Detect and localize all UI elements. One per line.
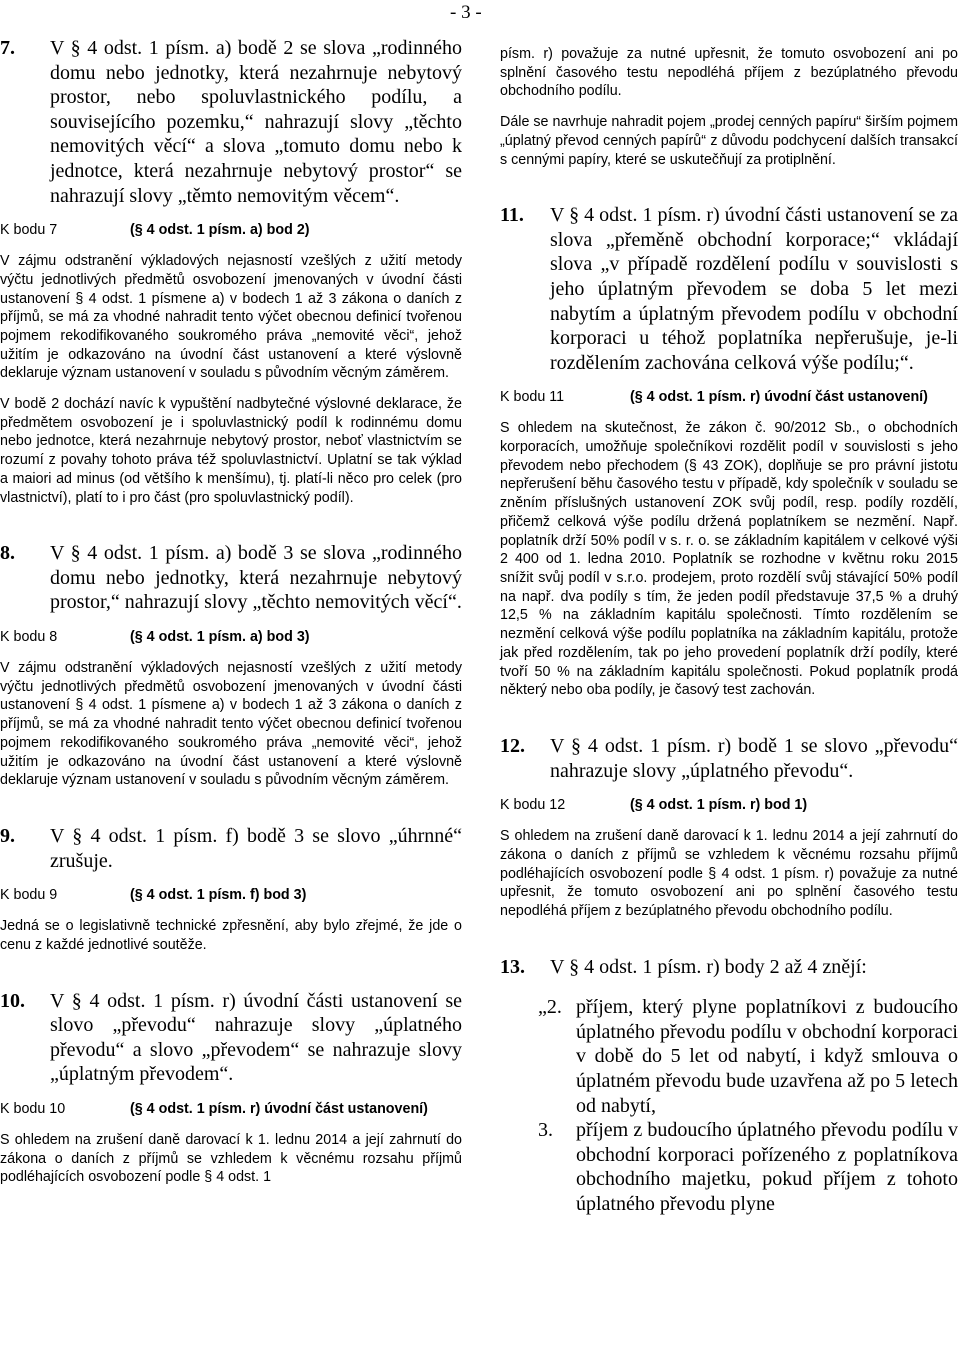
list-item-number: „2. — [538, 996, 562, 1019]
amendment-text: V § 4 odst. 1 písm. a) bodě 2 se slova „rodinného domu nebo jednotky, která nezahrnuje nebytový prostor, nebo spoluvlastnického podílu, a souvisejícího pozemku,“ nahrazují slovy „těchto nemovitých věcí“ a slova „tomuto domu nebo k jednotce, která nezahrnuje nebytový prostor“ se nahrazují slovy „těmto nemovitým věcem“. — [50, 37, 462, 207]
explanation-paragraph: V zájmu odstranění výkladových nejasností vzešlých z užití metody výčtu jednotlivých předmětů osvobození jmenovaných v úvodní části ustanovení § 4 odst. 1 písmene a) v bodech 1 až 3 zákona o daních z příjmů, se má za vhodné nahradit tento výčet obecnou definicí tvořenou pojmem rekodifikovaného soukromého práva „nemovité věci“, jehož užitím je odkazováno na úvodní část ustanovení a které výslovně deklaruje význam ustanovení v souladu s původním věcným záměrem. — [0, 253, 462, 382]
heading-label: K bodu 12 — [500, 797, 566, 814]
list-item — [500, 1118, 958, 1216]
explanation-heading-11 — [500, 388, 958, 406]
amendment-text: V § 4 odst. 1 písm. a) bodě 3 se slova „rodinného domu nebo jednotky, která nezahrnuje nebytový prostor,“ nahrazují slovy „těchto nemovitých věcí“. — [50, 542, 462, 614]
heading-reference: (§ 4 odst. 1 písm. r) bod 1) — [630, 797, 808, 814]
heading-label: K bodu 8 — [0, 629, 58, 646]
amendment-text: V § 4 odst. 1 písm. r) úvodní části ustanovení se slovo „převodu“ nahrazuje slovy „úplatného převodu“ a slovo „převodem“ se nahrazuje slovy „úplatným převodem“. — [50, 989, 462, 1086]
amendment-7 — [0, 36, 462, 208]
explanation-heading-7 — [0, 221, 462, 239]
list-item-number: 3. — [538, 1119, 553, 1142]
explanation-heading-12 — [500, 796, 958, 814]
heading-reference: (§ 4 odst. 1 písm. r) úvodní část ustanovení) — [130, 1100, 428, 1117]
amendment-8 — [0, 541, 462, 615]
list-item — [500, 995, 958, 1118]
amendment-11 — [500, 203, 958, 375]
amendment-text: V § 4 odst. 1 písm. r) body 2 až 4 znějí: — [550, 955, 867, 978]
amendment-number: 7. — [0, 37, 15, 59]
amendment-number: 11. — [500, 204, 524, 227]
explanation-paragraph: S ohledem na zrušení daně darovací k 1. lednu 2014 a její zahrnutí do zákona o daních z příjmů se vzhledem k věcnému rozsahu příjmů podléhajících osvobození podle § 4 odst. 1 — [0, 1131, 462, 1186]
left-column — [0, 36, 462, 1187]
heading-label: K bodu 10 — [0, 1100, 66, 1117]
list-item-text: příjem, který plyne poplatníkovi z budoucího úplatného převodu podílu v obchodní korporaci v době do 5 let od nabytí, i když smlouva o úplatném převodu bude uzavřena až po 5 letech od nabytí, — [576, 996, 958, 1117]
amendment-12 — [500, 734, 958, 783]
heading-reference: (§ 4 odst. 1 písm. r) úvodní část ustanovení) — [630, 389, 928, 406]
explanation-paragraph: S ohledem na zrušení daně darovací k 1. lednu 2014 a její zahrnutí do zákona o daních z příjmů se vzhledem k věcnému rozsahu příjmů podléhajících osvobození podle § 4 odst. 1 písm. r) považuje za nutné upřesnit, že tomuto osvobození ani po splnění časového testu nepodléhá příjem z bezúplatného převodu obchodního podílu. — [500, 828, 958, 919]
amendment-number: 8. — [0, 542, 15, 565]
explanation-heading-8 — [0, 628, 462, 646]
right-column — [500, 36, 958, 1217]
amendment-number: 13. — [500, 955, 525, 978]
heading-label: K bodu 7 — [0, 222, 58, 239]
explanation-heading-10 — [0, 1100, 462, 1118]
list-item-text: příjem z budoucího úplatného převodu podílu v obchodní korporaci pořízeného z poplatníkova obchodního majetku, pokud příjem z tohoto úplatného převodu plyne — [576, 1119, 958, 1215]
explanation-heading-9 — [0, 886, 462, 904]
explanation-paragraph: Jedná se o legislativně technické zpřesnění, aby bylo zřejmé, že jde o cenu z každé jednotlivé soutěže. — [0, 918, 462, 953]
amendment-13 — [500, 955, 958, 980]
heading-label: K bodu 9 — [0, 887, 58, 904]
amendment-text: V § 4 odst. 1 písm. f) bodě 3 se slovo „úhrnné“ zrušuje. — [50, 825, 462, 872]
amendment-number: 12. — [500, 734, 525, 757]
amendment-9 — [0, 824, 462, 873]
explanation-paragraph: Dále se navrhuje nahradit pojem „prodej cenných papíru“ širším pojmem „úplatný převod cenných papírů“ z důvodu podchycení dalších transakcí s cennými papíry, které se uskutečňují za protiplnění. — [500, 114, 958, 168]
explanation-paragraph: V bodě 2 dochází navíc k vypuštění nadbytečné výslovné deklarace, že předmětem osvobození je i spoluvlastnický podíl k rodinnému domu nebo jednotce, která nezahrnuje nebytový prostor, neboť vlastnictvím se rozumí z povahy tohoto práva též spoluvlastnictví. Uplatní se tak výklad a maiori ad minus (od většího k menšímu), tj. platí-li něco pro celek (pro vlastnictví), platí to i pro část (pro spoluvlastnický podíl). — [0, 396, 462, 506]
heading-label: K bodu 11 — [500, 389, 565, 406]
heading-reference: (§ 4 odst. 1 písm. f) bod 3) — [130, 887, 307, 904]
page-number: - 3 - — [450, 2, 482, 23]
amendment-text: V § 4 odst. 1 písm. r) bodě 1 se slovo „převodu“ nahrazuje slovy „úplatného převodu“. — [550, 734, 958, 782]
heading-reference: (§ 4 odst. 1 písm. a) bod 3) — [130, 629, 310, 646]
explanation-paragraph: S ohledem na skutečnost, že zákon č. 90/2012 Sb., o obchodních korporacích, umožňuje společníkovi rozdělit podíl v souvislosti s jeho převodem nebo přechodem (§ 43 ZOK), doplňuje se pro právní jistotu nepřerušení běhu časového testu v případě, kdy společník v souladu se zněním příslušných ustanovení ZOK svůj podíl, resp. podíly rozdělí, přičemž celková výše podílu držená poplatníkem se nezmění. Např. poplatník drží 50% podíl v s. r. o. se základním kapitálem v celkové výši 2 400 od 1. ledna 2010. Poplatník se rozhodne v květnu roku 2015 snížit svůj podíl v s.r.o. prodejem, proto rozdělí svůj stávající 50% podíl na např. dva podíly s tím, že jeden podíl představuje 37,5 % a druhý 12,5 % na základním kapitálu společnosti. Tímto rozdělením se nezmění celková výše podílu poplatníka na základním kapitálu, protože jak před rozdělením, tak po jeho provedení poplatník drží podíly, které tvoří 50 % na základním kapitálu společnosti. Pokud poplatník prodá některý nebo oba podíly, je časový test zachován. — [500, 420, 958, 699]
amendment-number: 9. — [0, 825, 15, 847]
explanation-paragraph: písm. r) považuje za nutné upřesnit, že tomuto osvobození ani po splnění časového testu nepodléhá příjem z bezúplatného převodu obchodního podílu. — [500, 46, 958, 100]
amendment-text: V § 4 odst. 1 písm. r) úvodní části ustanovení se za slova „přeměně obchodní korporace;“ vkládají slova „v případě rozdělení podílu v souvislosti s jeho úplatným převodem se doba 5 let mezi nabytím a úplatným převodem podílu v obchodní korporaci u téhož poplatníka nepřerušuje, je-li rozdělením zachována celková výše podílu;“. — [550, 204, 958, 374]
explanation-paragraph: V zájmu odstranění výkladových nejasností vzešlých z užití metody výčtu jednotlivých předmětů osvobození jmenovaných v úvodní části ustanovení § 4 odst. 1 písmene a) v bodech 1 až 3 zákona o daních z příjmů, se má za vhodné nahradit tento výčet obecnou definicí tvořenou pojmem rekodifikovaného soukromého práva „nemovité věci“, jehož užitím je odkazováno na úvodní část ustanovení a které výslovně deklaruje význam ustanovení v souladu s původním věcným záměrem. — [0, 660, 462, 789]
amendment-10 — [0, 989, 462, 1087]
heading-reference: (§ 4 odst. 1 písm. a) bod 2) — [130, 222, 310, 239]
amendment-number: 10. — [0, 989, 25, 1012]
